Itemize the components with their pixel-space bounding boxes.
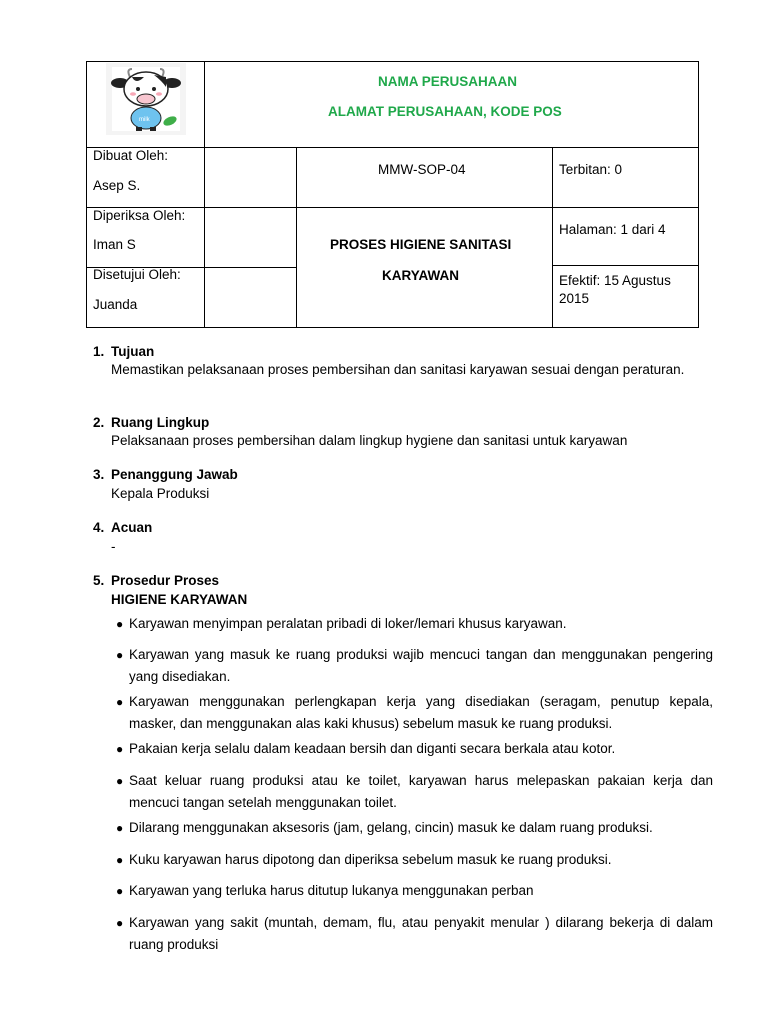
checked-by-name: Iman S [93,237,136,252]
section-number: 1. [93,344,105,359]
bullet-icon: ● [116,853,124,867]
made-by-label: Dibuat Oleh: [93,148,169,163]
list-item-text: Saat keluar ruang produksi atau ke toilet, karyawan harus melepaskan pakaian kerja dan mencuci tangan setelah menggunakan toilet. [129,773,713,810]
section-body: Kepala Produksi [111,486,210,501]
table-line [553,207,699,208]
section-title: Ruang Lingkup [111,415,210,430]
effective-date-line2: 2015 [559,291,590,306]
table-line [204,61,205,328]
approved-by-name: Juanda [93,297,138,312]
document-title-line1: PROSES HIGIENE SANITASI [330,237,512,252]
list-item-text: Karyawan yang masuk ke ruang produksi wajib mencuci tangan dan menggunakan pengering yang disediakan. [129,647,713,684]
cow-logo [106,63,186,135]
bullet-icon: ● [116,742,124,756]
section-title: Penanggung Jawab [111,467,238,482]
list-item-text: Dilarang menggunakan aksesoris (jam, gelang, cincin) masuk ke dalam ruang produksi. [129,820,653,835]
bullet-icon: ● [116,617,124,631]
document-code: MMW-SOP-04 [378,162,466,177]
page-info: Halaman: 1 dari 4 [559,222,666,237]
section-body: Pelaksanaan proses pembersihan dalam lingkup hygiene dan sanitasi untuk karyawan [111,433,628,448]
list-item-text: Karyawan menyimpan peralatan pribadi di loker/lemari khusus karyawan. [129,616,567,631]
table-line [296,207,553,208]
list-item-text: Karyawan yang terluka harus ditutup lukanya menggunakan perban [129,883,534,898]
table-line [296,147,297,328]
logo-milk-text: milk [139,117,150,123]
list-item-text: Pakaian kerja selalu dalam keadaan bersih dan diganti secara berkala atau kotor. [129,741,616,756]
bullet-icon: ● [116,916,124,930]
approved-by-label: Disetujui Oleh: [93,267,181,282]
effective-date-line1: Efektif: 15 Agustus [559,273,671,288]
checked-by-label: Diperiksa Oleh: [93,208,186,223]
section-body: Memastikan pelaksanaan proses pembersihan dan sanitasi karyawan sesuai dengan peraturan. [111,362,685,377]
section-number: 4. [93,520,105,535]
section-body: - [111,539,116,554]
list-item-text: Kuku karyawan harus dipotong dan diperiksa sebelum masuk ke ruang produksi. [129,852,612,867]
edition: Terbitan: 0 [559,162,623,177]
made-by-name: Asep S. [93,178,141,193]
section-title: Acuan [111,520,153,535]
table-line [552,147,553,328]
bullet-icon: ● [116,884,124,898]
bullet-icon: ● [116,774,124,788]
bullet-icon: ● [116,648,124,662]
section-number: 5. [93,573,105,588]
company-address: ALAMAT PERUSAHAAN, KODE POS [328,104,562,119]
document-title-line2: KARYAWAN [382,268,460,283]
list-item-text: Karyawan menggunakan perlengkapan kerja yang disediakan (seragam, penutup kepala, masker, dan menggunakan alas kaki khusus) sebelum masuk ke ruang produksi. [129,694,713,731]
bullet-icon: ● [116,695,124,709]
table-line [553,265,699,266]
section-title: Tujuan [111,344,155,359]
bullet-icon: ● [116,821,124,835]
section-number: 2. [93,415,105,430]
section-number: 3. [93,467,105,482]
list-item-text: Karyawan yang sakit (muntah, demam, flu, atau penyakit menular ) dilarang bekerja di dalam ruang produksi [129,915,713,952]
section-subtitle: HIGIENE KARYAWAN [111,592,248,607]
company-name: NAMA PERUSAHAAN [378,74,518,89]
table-line [86,147,699,148]
section-title: Prosedur Proses [111,573,220,588]
